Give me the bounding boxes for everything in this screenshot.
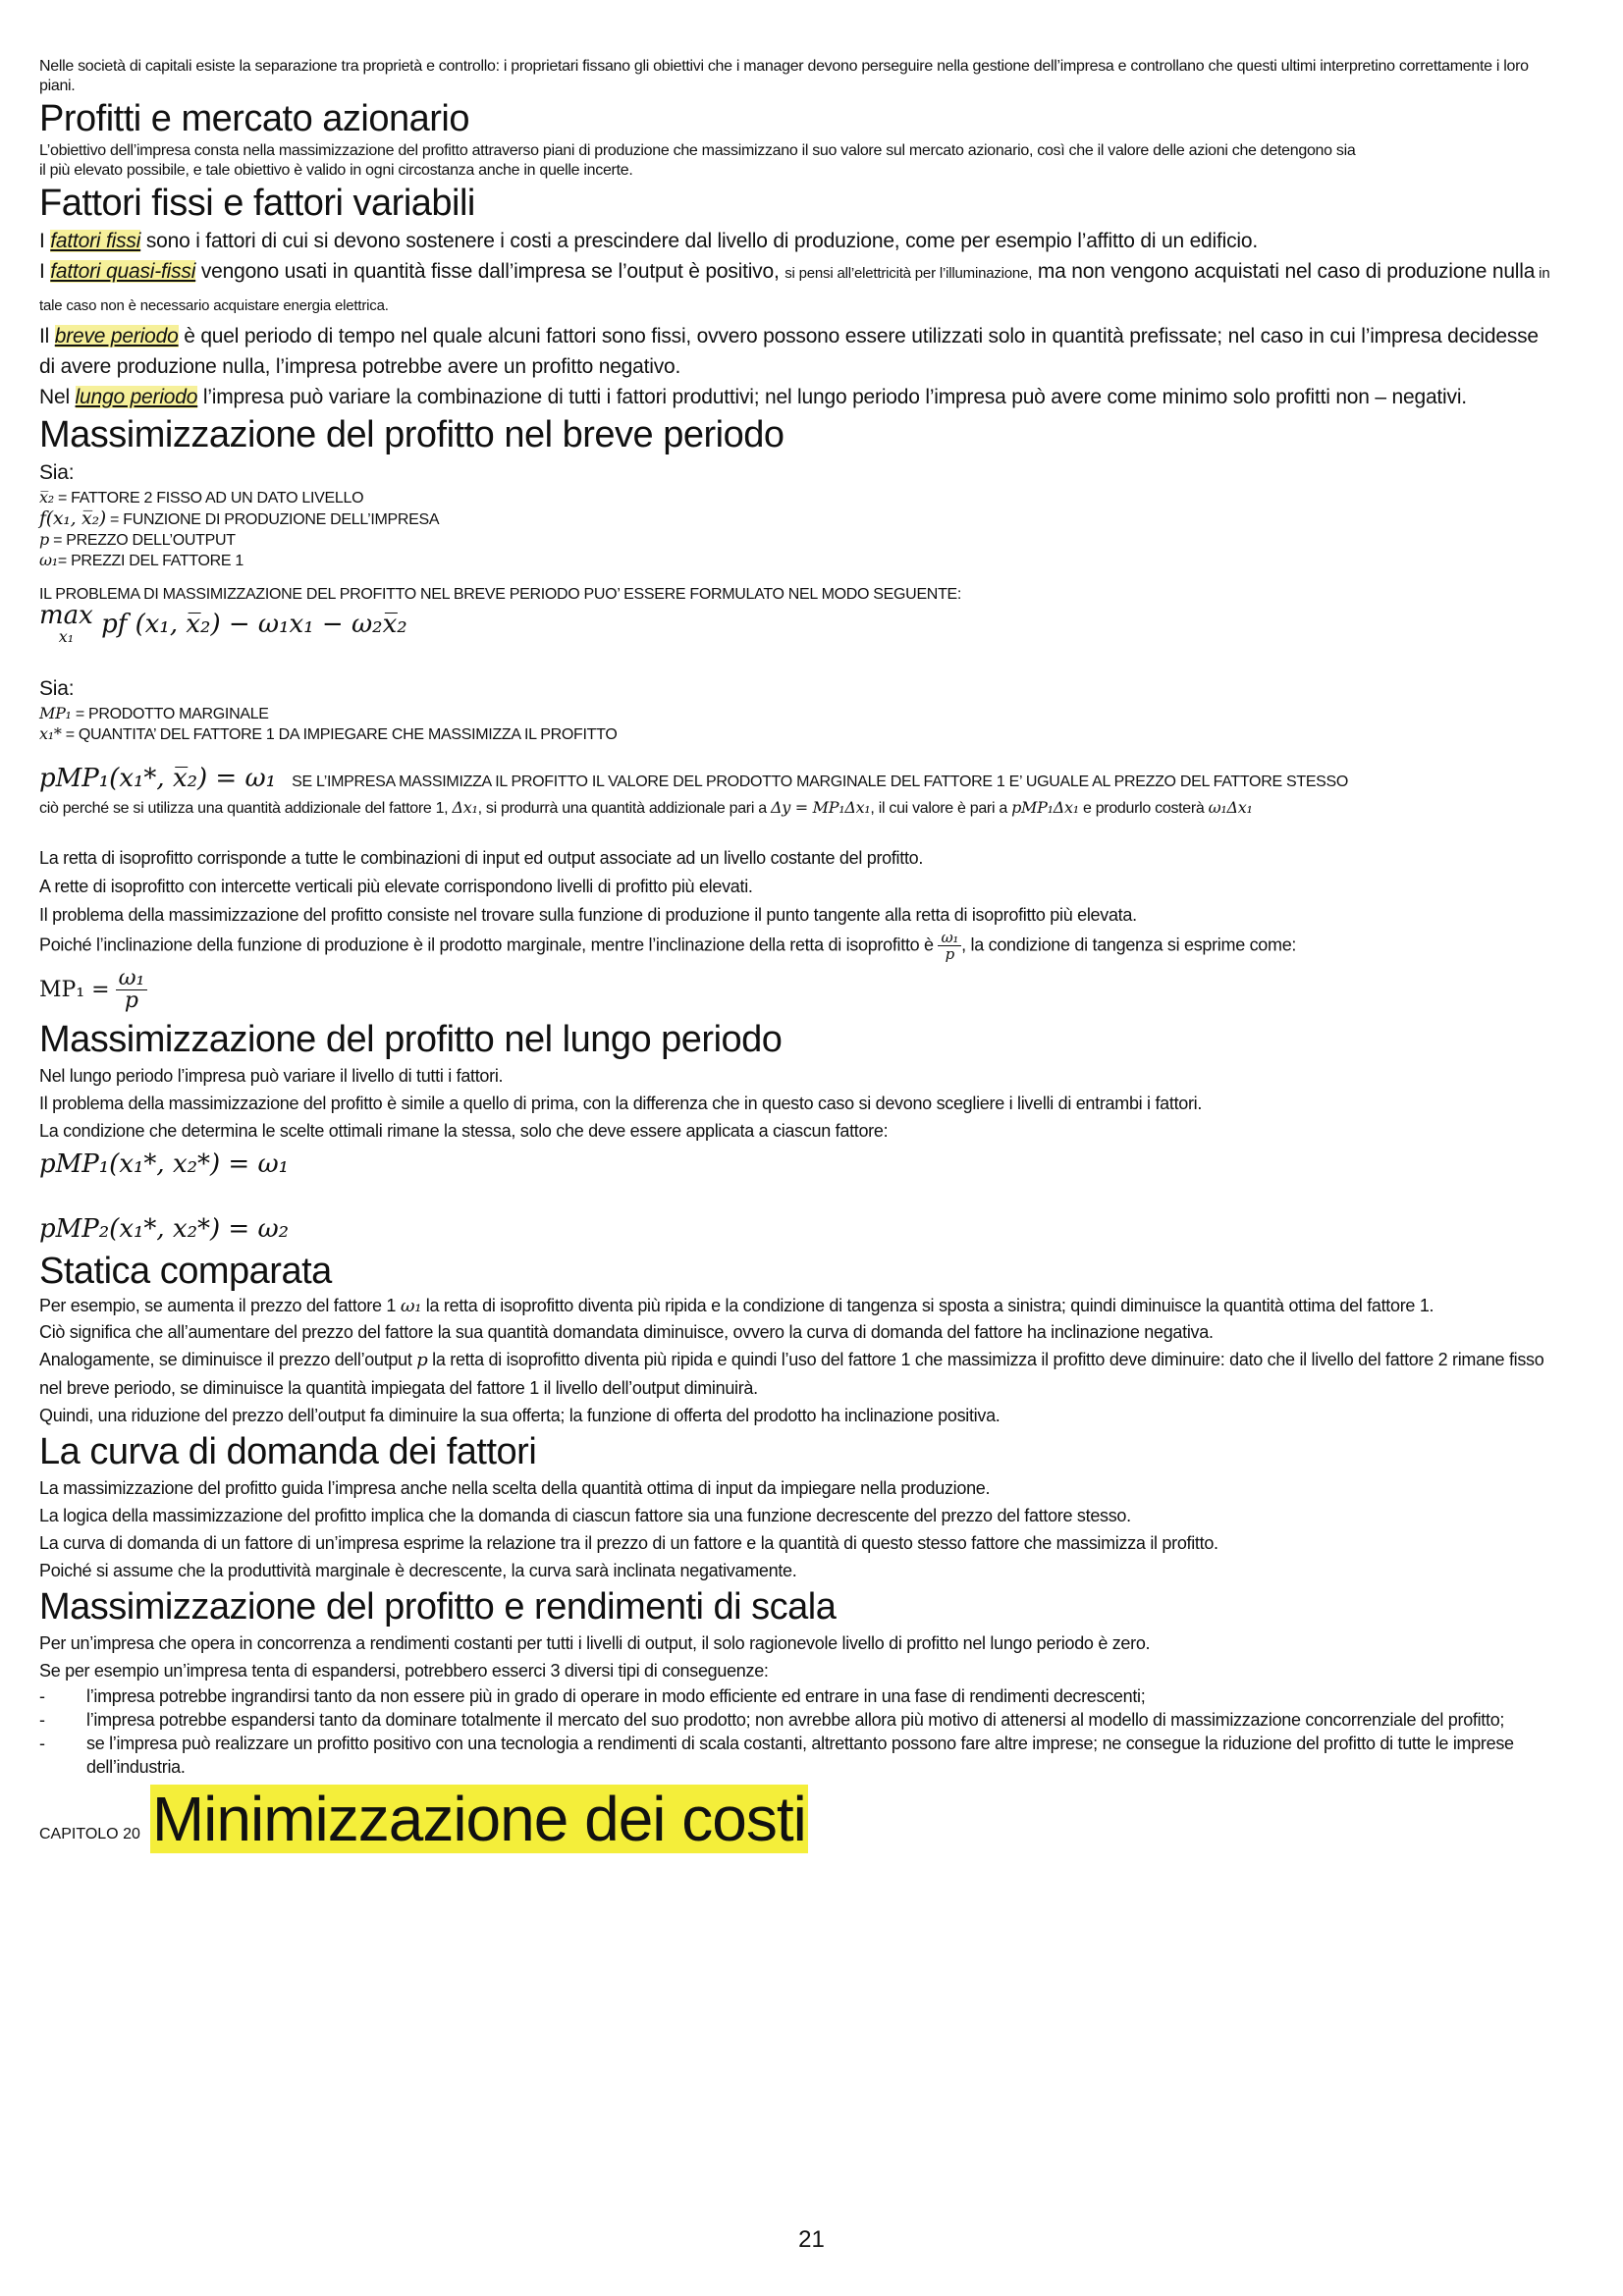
paragraph-fattori-fissi: I fattori fissi sono i fattori di cui si devono sostenere i costi a prescindere dal livello di produzione, come per esempio l’affitto di un edificio. [39, 230, 1258, 252]
paragraph: Il problema della massimizzazione del profitto consiste nel trovare sulla funzione di produzione il punto tangente alla retta di isoprofitto più elevata. [39, 905, 1137, 925]
list-item: - se l’impresa può realizzare un profitto positivo con una tecnologia a rendimenti di scala costanti, altrettanto possono fare altre imprese; ne consegue la riduzione del profitto di tutte le imprese dell’industria. [39, 1734, 1514, 1777]
chapter-label: CAPITOLO 20 [39, 1826, 140, 1842]
section-title-lungo: Massimizzazione del profitto nel lungo periodo [39, 1019, 783, 1060]
page-content [39, 57, 1556, 1853]
paragraph-breve-periodo: Il breve periodo è quel periodo di tempo nel quale alcuni fattori sono fissi, ovvero possono essere utilizzati solo in quantità prefissate; nel caso in cui l’impresa decidesse di avere produzione nulla, l’impresa potrebbe avere un profitto negativo. [39, 325, 1539, 378]
paragraph: La curva di domanda di un fattore di un’impresa esprime la relazione tra il prezzo di un fattore e la quantità di questo stesso fattore che massimizza il profitto. [39, 1533, 1218, 1553]
list-item: - l’impresa potrebbe ingrandirsi tanto da non essere più in grado di operare in modo efficiente ed entrare in una fase di rendimenti decrescenti; [39, 1686, 1146, 1706]
fraction: $\frac{\text{ω₁}}{p}$ [116, 968, 148, 1012]
sia-label: Sia: [39, 461, 75, 484]
definition: ω₁= PREZZI DEL FATTORE 1 [39, 551, 244, 569]
formula-long-2: pMP₂(x₁*, x₂*) = ω₂ [39, 1214, 290, 1244]
definition: x̅₂ = FATTORE 2 FISSO AD UN DATO LIVELLO [39, 488, 364, 507]
paragraph: La condizione che determina le scelte ottimali rimane la stessa, solo che deve essere applicata a ciascun fattore: [39, 1121, 889, 1141]
highlight-term: fattori fissi [50, 230, 141, 252]
paragraph: La logica della massimizzazione del profitto implica che la domanda di ciascun fattore sia una funzione decrescente del prezzo del fattore stesso. [39, 1506, 1131, 1525]
paragraph: Per esempio, se aumenta il prezzo del fattore 1 ω₁ la retta di isoprofitto diventa più ripida e la condizione di tangenza si sposta a sinistra; quindi diminuisce la quantità ottima del fattore 1. [39, 1296, 1434, 1316]
condition-line: pMP₁(x₁*, x̅₂) = ω₁ SE L’IMPRESA MASSIMIZZA IL PROFITTO IL VALORE DEL PRODOTTO MARGINALE DEL FATTORE 1 E’ UGUALE AL PREZZO DEL FATTORE STESSO [39, 764, 1349, 793]
page-number: 21 [798, 2226, 825, 2253]
paragraph: A rette di isoprofitto con intercette verticali più elevate corrispondono livelli di profitto più elevati. [39, 877, 753, 896]
section-title-fattori: Fattori fissi e fattori variabili [39, 183, 475, 224]
paragraph: L’obiettivo dell’impresa consta nella massimizzazione del profitto attraverso piani di produzione che massimizzano il suo valore sul mercato azionario, così che il valore delle azioni che detengono sia [39, 142, 1356, 159]
definition: p = PREZZO DELL’OUTPUT [39, 530, 236, 549]
section-title-breve: Massimizzazione del profitto nel breve periodo [39, 414, 784, 455]
chapter-title: Minimizzazione dei costi [151, 1784, 806, 1854]
explanation: ciò perché se si utilizza una quantità addizionale del fattore 1, Δx₁, si produrrà una quantità addizionale pari a Δy = MP₁Δx₁, il cui valore è pari a pMP₁Δx₁ e produrlo costerà ω₁Δx₁ [39, 798, 1253, 817]
intro-paragraph: Nelle società di capitali esiste la separazione tra proprietà e controllo: i proprietari fissano gli obiettivi che i manager devono perseguire nella gestione dell’impresa e controllano che questi ultimi interpretino correttamente i loro piani. [39, 58, 1529, 94]
paragraph: il più elevato possibile, e tale obiettivo è valido in ogni circostanza anche in quelle incerte. [39, 162, 633, 179]
sia-label: Sia: [39, 677, 75, 700]
paragraph-tangency: Poiché l’inclinazione della funzione di produzione è il prodotto marginale, mentre l’inclinazione della retta di isoprofitto è $\frac{\text{ω₁}}{p}$ , la condizione di tangenza si esprime come: [39, 929, 1297, 963]
definition: MP₁ = PRODOTTO MARGINALE [39, 704, 269, 722]
paragraph-fattori-quasi-fissi: I fattori quasi-fissi vengono usati in quantità fisse dall’impresa se l’output è positivo, si pensi all’elettricità per l’illuminazione, ma non vengono acquistati nel caso di produzione nulla in tale caso non è necessario acquistare energia elettrica. [39, 260, 1550, 314]
definition: f(x₁, x̅₂) = FUNZIONE DI PRODUZIONE DELL’IMPRESA [39, 507, 440, 529]
paragraph: Quindi, una riduzione del prezzo dell’output fa diminuire la sua offerta; la funzione di offerta del prodotto ha inclinazione positiva. [39, 1406, 1001, 1425]
paragraph: Il problema della massimizzazione del profitto è simile a quello di prima, con la differenza che in questo caso si devono scegliere i livelli di entrambi i fattori. [39, 1094, 1203, 1113]
paragraph: Nel lungo periodo l’impresa può variare il livello di tutti i fattori. [39, 1066, 504, 1086]
highlight-term: lungo periodo [75, 386, 198, 408]
section-title-rendimenti: Massimizzazione del profitto e rendimenti di scala [39, 1586, 837, 1628]
formula-mp-equals: MP₁ = $\frac{\text{ω₁}}{p}$ [39, 962, 1556, 1017]
paragraph: Ciò significa che all’aumentare del prezzo del fattore la sua quantità domandata diminuisce, ovvero la curva di domanda del fattore ha inclinazione negativa. [39, 1322, 1214, 1342]
formula-max-profit: max x₁ pf (x₁, x̅₂) − ω₁x₁ − ω₂x̅₂ [39, 601, 407, 646]
section-title-profitti: Profitti e mercato azionario [39, 98, 469, 139]
formula-long-1: pMP₁(x₁*, x₂*) = ω₁ [39, 1149, 290, 1179]
formula-condition: pMP₁(x₁*, x̅₂) = ω₁ [39, 764, 277, 793]
paragraph: La massimizzazione del profitto guida l’impresa anche nella scelta della quantità ottima di input da impiegare nella produzione. [39, 1478, 991, 1498]
definition: x₁* = QUANTITA’ DEL FATTORE 1 DA IMPIEGARE CHE MASSIMIZZA IL PROFITTO [39, 724, 618, 743]
section-title-statica: Statica comparata [39, 1251, 332, 1292]
paragraph: Per un’impresa che opera in concorrenza a rendimenti costanti per tutti i livelli di output, il solo ragionevole livello di profitto nel lungo periodo è zero. [39, 1633, 1151, 1653]
paragraph: Analogamente, se diminuisce il prezzo dell’output p la retta di isoprofitto diventa più ripida e quindi l’uso del fattore 1 che massimizza il profitto deve diminuire: dato che il livello del fattore 2 rimane fisso nel breve periodo, se diminuisce la quantità impiegata del fattore 1 il livello dell’output diminuirà. [39, 1350, 1544, 1398]
section-title-domanda: La curva di domanda dei fattori [39, 1431, 537, 1472]
paragraph: Se per esempio un’impresa tenta di espandersi, potrebbero esserci 3 diversi tipi di conseguenze: [39, 1661, 769, 1681]
list-item: - l’impresa potrebbe espandersi tanto da dominare totalmente il mercato del suo prodotto; non avrebbe allora più motivo di attenersi al modello di massimizzazione concorrenziale del profitto; [39, 1710, 1505, 1730]
paragraph: Poiché si assume che la produttività marginale è decrescente, la curva sarà inclinata negativamente. [39, 1561, 797, 1580]
highlight-term: fattori quasi-fissi [50, 260, 196, 283]
paragraph: La retta di isoprofitto corrisponde a tutte le combinazioni di input ed output associate ad un livello costante del profitto. [39, 848, 924, 868]
chapter-heading [39, 1785, 1556, 1853]
problem-statement: IL PROBLEMA DI MASSIMIZZAZIONE DEL PROFITTO NEL BREVE PERIODO PUO’ ESSERE FORMULATO NEL MODO SEGUENTE: [39, 586, 962, 603]
fraction: $\frac{\text{ω₁}}{p}$ [938, 930, 961, 962]
paragraph-lungo-periodo: Nel lungo periodo l’impresa può variare la combinazione di tutti i fattori produttivi; nel lungo periodo l’impresa può avere come minimo solo profitti non – negativi. [39, 386, 1467, 408]
highlight-term: breve periodo [54, 325, 179, 347]
